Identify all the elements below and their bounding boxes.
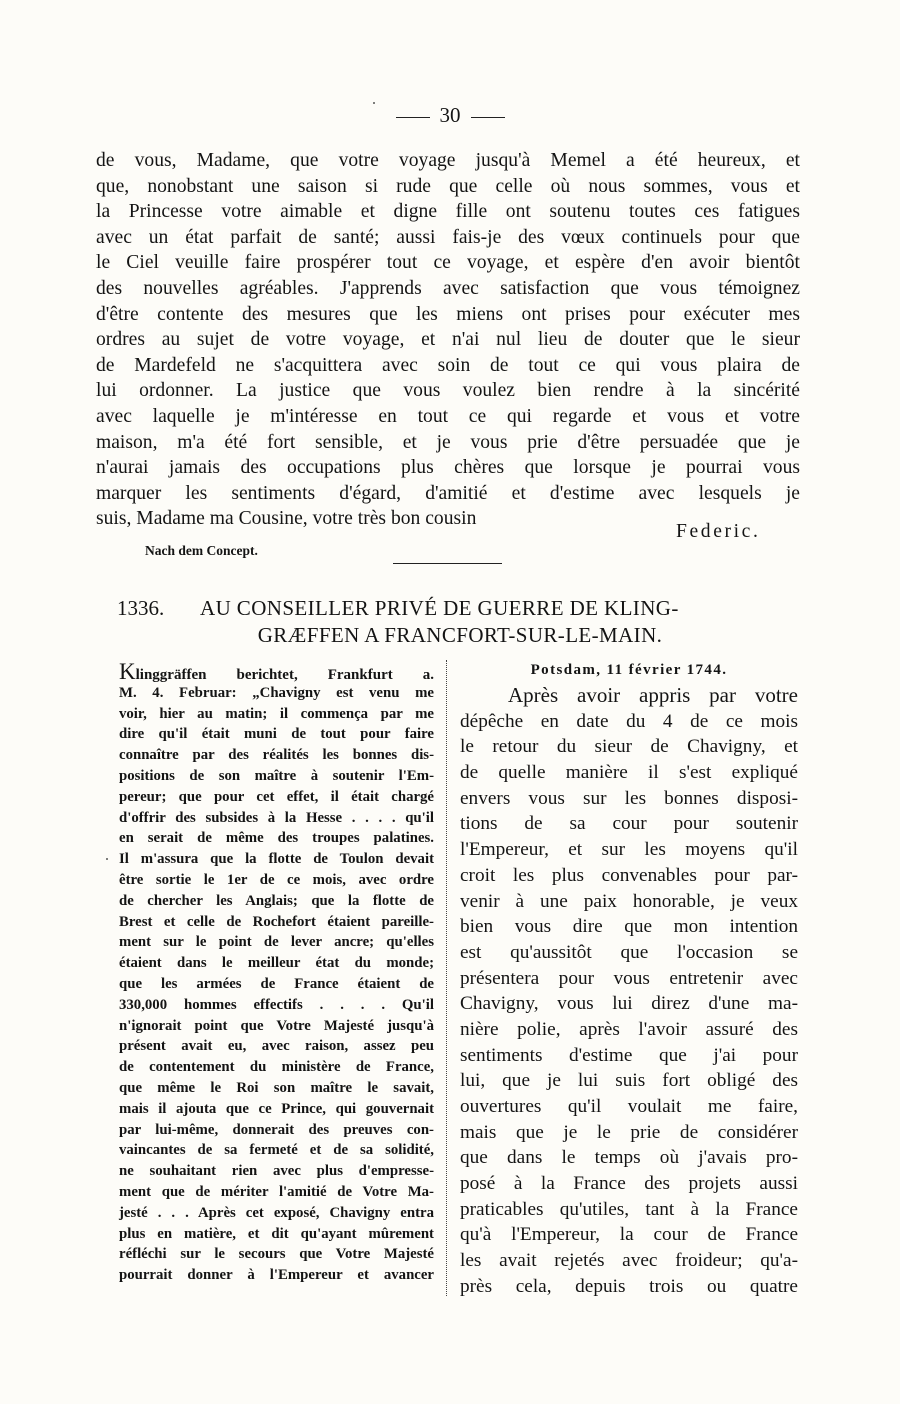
report-line: ment sur le point de lever ancre; qu'elles <box>119 934 434 951</box>
document-title <box>200 595 790 649</box>
reply-line: de quelle manière il s'est expliqué <box>460 762 798 784</box>
letter-body <box>96 148 800 532</box>
reply-line: présentera pour vous entretenir avec <box>460 967 798 989</box>
report-line: que même le Roi son maître le savait, <box>119 1079 434 1096</box>
report-line: n'ignorait point que Votre Majesté jusqu'à <box>119 1017 434 1034</box>
report-first-text: linggräffen berichtet, Frankfurt a. <box>135 667 434 683</box>
report-line: positions de son maître à soutenir l'Em- <box>119 767 434 784</box>
reply-line: près cela, depuis trois ou quatre <box>460 1275 798 1297</box>
reply-line: les avait rejetés avec froideur; qu'a- <box>460 1250 798 1272</box>
section-divider-rule <box>393 563 502 564</box>
report-line: vaincantes de sa fermeté et de sa solidité, <box>119 1142 434 1159</box>
report-line: ne souhaitant rien avec plus d'empresse- <box>119 1163 434 1180</box>
reply-line: croit les plus convenables pour par- <box>460 864 798 886</box>
page-number-left-dash <box>396 117 430 118</box>
report-line: d'offrir des subsides à la Hesse . . . . qu'il <box>119 809 434 826</box>
report-line: dire qu'il était muni de tout pour faire <box>119 726 434 743</box>
report-initial: K <box>119 659 136 684</box>
report-line: plus en matière, et dit qu'ayant mûrement <box>119 1225 434 1242</box>
reply-line: venir à une paix honorable, je veux <box>460 890 798 912</box>
letter-line: de vous, Madame, que votre voyage jusqu'à Memel a été heureux, et <box>96 150 800 171</box>
report-summary-column <box>119 659 434 1286</box>
letter-line: lui ordonner. La justice que vous voulez bien rendre à la sincérité <box>96 380 800 402</box>
reply-line: qu'à l'Empereur, la cour de France <box>460 1224 798 1246</box>
report-line: de chercher les Anglais; que la flotte de <box>119 892 434 909</box>
report-line: 330,000 hommes effectifs . . . . Qu'il <box>119 996 434 1013</box>
reply-line: envers vous sur les bonnes disposi- <box>460 787 798 809</box>
reply-line: le retour du sieur de Chavigny, et <box>460 736 798 758</box>
letter-line: ordres au sujet de votre voyage, et n'ai nul lieu de douter que le sieur <box>96 329 800 351</box>
reply-column <box>460 659 798 1300</box>
report-line: Brest et celle de Rochefort étaient pareille- <box>119 913 434 930</box>
letter-line: avec un état parfait de santé; aussi fais-je des vœux continuels pour que <box>96 226 800 248</box>
letter-line: n'aurai jamais des occupations plus chères que lorsque je pourrai vous <box>96 457 800 479</box>
document-title-line: GRÆFFEN A FRANCFORT-SUR-LE-MAIN. <box>257 623 663 647</box>
report-line: étaient dans le meilleur état du monde; <box>119 955 434 972</box>
reply-line: mais que je le prie de considérer <box>460 1121 798 1143</box>
report-line: en serait de même des troupes palatines. <box>119 830 434 847</box>
letter-line: d'être contente des mesures que les miens ont prises pour exécuter mes <box>96 303 800 325</box>
letter-line: maison, m'a été fort sensible, et je vous prie d'être persuadée que je <box>96 431 800 453</box>
letter-line: le Ciel veuille faire prospérer tout ce voyage, et espère d'en avoir bientôt <box>96 252 800 274</box>
report-line: par lui-même, donnerait des preuves con- <box>119 1121 434 1138</box>
reply-line: sentiments d'estime que j'ai pour <box>460 1044 798 1066</box>
report-line: ment que de mériter l'amitié de Votre Ma- <box>119 1183 434 1200</box>
letter-line-closing: suis, Madame ma Cousine, votre très bon cousin <box>96 508 477 530</box>
document-title-line: AU CONSEILLER PRIVÉ DE GUERRE DE KLING- <box>200 596 679 620</box>
reply-line: est qu'aussitôt que l'occasion se <box>460 941 798 963</box>
column-divider <box>446 660 447 1296</box>
document-number: 1336. <box>117 596 165 620</box>
report-line: pourrait donner à l'Empereur et avancer <box>119 1267 434 1284</box>
reply-line: l'Empereur, et sur les moyens qu'il <box>460 839 798 861</box>
report-line: jesté . . . Après cet exposé, Chavigny entra <box>119 1204 434 1221</box>
reply-line: posé à la France des projets aussi <box>460 1173 798 1195</box>
letter-line: de Mardefeld ne s'acquittera avec soin de tout ce qui vous plaira de <box>96 354 800 376</box>
reply-line: bien vous dire que mon intention <box>460 916 798 938</box>
reply-line: que dans le temps où j'avais pro- <box>460 1147 798 1169</box>
source-note: Nach dem Concept. <box>145 543 258 558</box>
report-line: pereur; que pour cet effet, il était chargé <box>119 788 434 805</box>
reply-line: Chavigny, vous lui direz d'une ma- <box>460 993 798 1015</box>
report-line: M. 4. Februar: „Chavigny est venu me <box>119 684 434 701</box>
letter-line: des nouvelles agréables. J'apprends avec satisfaction que vous témoignez <box>96 277 800 299</box>
reply-date-line: Potsdam, 11 février 1744. <box>530 662 728 678</box>
reply-line: praticables qu'utiles, tant à la France <box>460 1198 798 1220</box>
letter-line: que, nonobstant une saison si rude que celle où nous sommes, vous et <box>96 175 800 197</box>
reply-line: lui, que je lui suis fort obligé des <box>460 1070 798 1092</box>
reply-line-first: Après avoir appris par votre <box>508 683 798 707</box>
report-line: que les armées de France étaient de <box>119 975 434 992</box>
report-line: réfléchi sur le secours que Votre Majesté <box>119 1246 434 1263</box>
page-number <box>0 102 900 128</box>
report-line: Il m'assura que la flotte de Toulon devait <box>119 851 434 868</box>
page-number-right-dash <box>471 117 505 118</box>
letter-line: marquer les sentiments d'égard, d'amitié et d'estime avec lesquels je <box>96 482 800 504</box>
report-line: connaître par des réalités les bonnes dis- <box>119 747 434 764</box>
report-line-first <box>119 659 434 684</box>
report-line: présent avait eu, avec raison, assez peu <box>119 1038 434 1055</box>
reply-line: nière polie, après l'avoir assuré des <box>460 1018 798 1040</box>
report-line: voir, hier au matin; il commença par me <box>119 705 434 722</box>
report-line: mais il ajouta que ce Prince, qui gouvernait <box>119 1100 434 1117</box>
report-line: de contentement du ministère de France, <box>119 1059 434 1076</box>
reply-line: tions de sa cour pour soutenir <box>460 813 798 835</box>
reply-line: ouvertures qu'il voulait me faire, <box>460 1096 798 1117</box>
reply-line: dépêche en date du 4 de ce mois <box>460 710 798 732</box>
report-line: être sortie le 1er de ce mois, avec ordre <box>119 871 434 888</box>
scan-speck <box>106 858 108 860</box>
scan-speck <box>373 102 375 104</box>
signature: Federic. <box>676 521 761 542</box>
letter-line: la Princesse votre aimable et digne fille ont soutenu toutes ces fatigues <box>96 201 800 223</box>
page-number-text: 30 <box>439 103 461 127</box>
letter-line: avec laquelle je m'intéresse en tout ce qui regarde et vous et votre <box>96 405 800 427</box>
